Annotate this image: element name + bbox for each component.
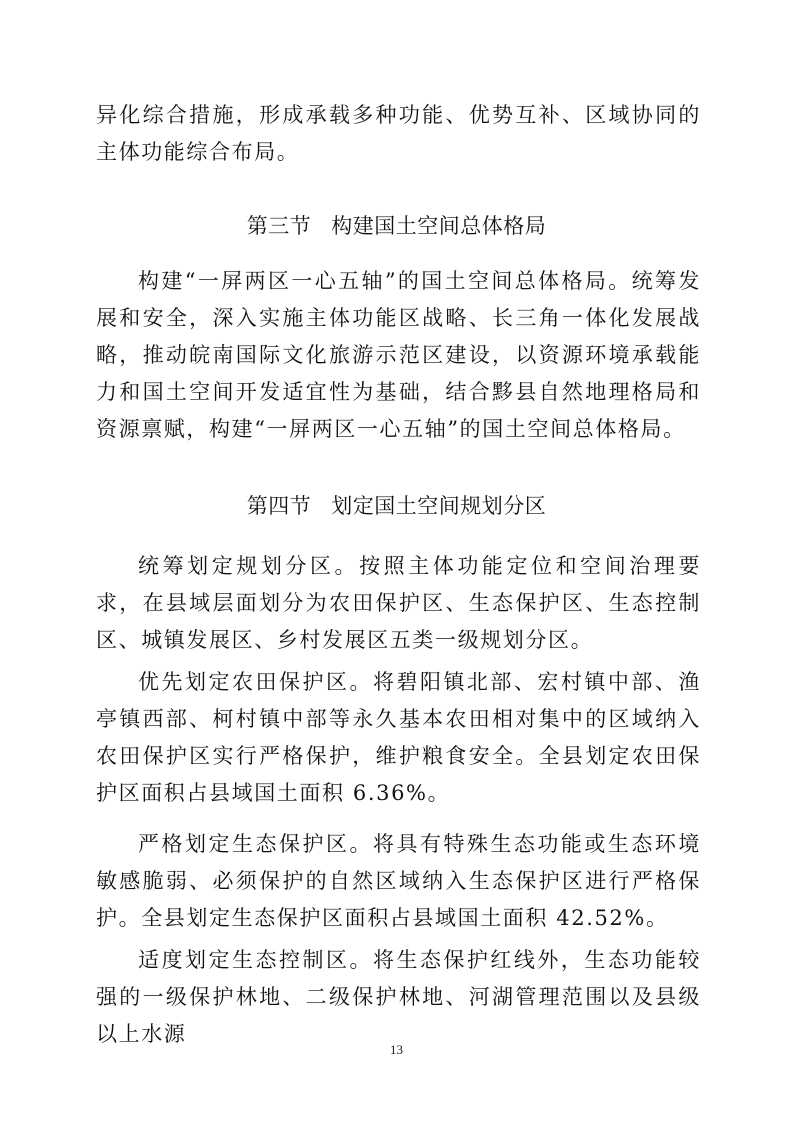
paragraph-lead: 严格划定生态保护区。: [138, 832, 373, 856]
paragraph-body: 按照主体功能定位和空间治理要求，在县域层面划分为农田保护区、生态保护区、生态控制区、城镇发展区、乡村发展区五类一级规划分区。: [96, 554, 701, 652]
paragraph-farmland-zone: [96, 664, 701, 812]
section-title: 构建国土空间总体格局: [331, 214, 547, 238]
section-heading-3: [0, 211, 793, 241]
paragraph-spatial-pattern: 构建“一屏两区一心五轴”的国土空间总体格局。统筹发展和安全，深入实施主体功能区战略、长三角一体化发展战略，推动皖南国际文化旅游示范区建设，以资源环境承载能力和国土空间开发适宜性为基础，结合黟县自然地理格局和资源禀赋，构建“一屏两区一心五轴”的国土空间总体格局。: [96, 269, 701, 441]
paragraph-lead: 统筹划定规划分区。: [138, 554, 360, 578]
section-title: 划定国土空间规划分区: [331, 494, 547, 518]
section-number: 第三节: [246, 214, 312, 238]
paragraph-body: 将碧阳镇北部、宏村镇中部、渔亭镇西部、柯村镇中部等永久基本农田相对集中的区域纳入农田保护区实行严格保护，维护粮食安全。全县划定农田保护区面积占县域国土面积 6.36%。: [96, 670, 701, 805]
section-number: 第四节: [246, 494, 312, 518]
paragraph-ecological-protection-zone: [96, 826, 701, 937]
paragraph-body: 将生态保护红线外，生态功能较强的一级保护林地、二级保护林地、河湖管理范围以及县级以上水源: [96, 948, 701, 1046]
paragraph-ecological-control-zone: [96, 942, 701, 1053]
paragraph-planning-zones: [96, 548, 701, 659]
paragraph-lead: 适度划定生态控制区。: [138, 948, 373, 972]
page-number: 13: [390, 1042, 403, 1057]
paragraph-lead: 优先划定农田保护区。: [138, 670, 373, 694]
paragraph-body: 将具有特殊生态功能或生态环境敏感脆弱、必须保护的自然区域纳入生态保护区进行严格保护。全县划定生态保护区面积占县域国土面积 42.52%。: [96, 832, 701, 930]
section-heading-4: [0, 491, 793, 521]
paragraph-continuation: 异化综合措施，形成承载多种功能、优势互补、区域协同的主体功能综合布局。: [96, 103, 701, 164]
